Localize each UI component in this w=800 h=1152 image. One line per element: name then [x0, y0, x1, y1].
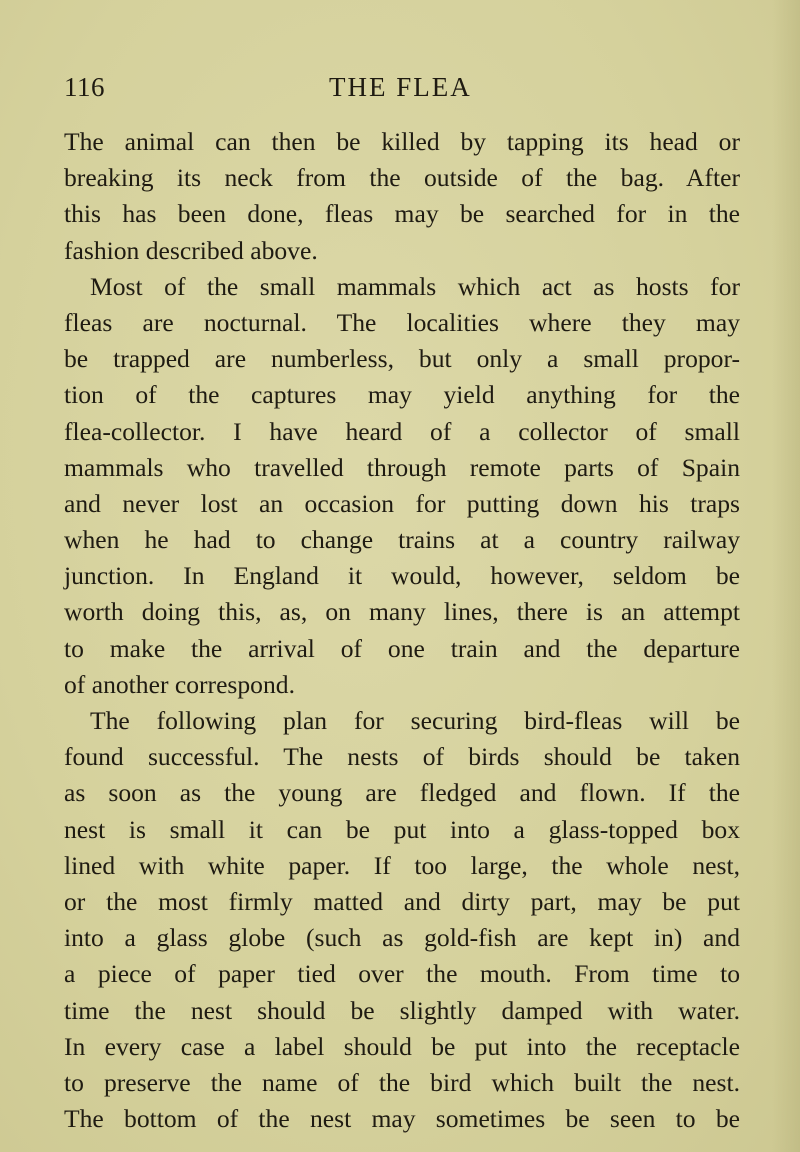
running-title: THE FLEA: [329, 72, 472, 102]
text-line: and never lost an occasion for putting down his traps: [64, 488, 740, 518]
text-line: tion of the captures may yield anything for the: [64, 380, 740, 410]
text-line: The following plan for securing bird-fleas will be: [90, 706, 740, 735]
text-line: worth doing this, as, on many lines, there is an attempt: [64, 597, 740, 627]
text-line: flea-collector. I have heard of a collector of small: [64, 416, 740, 446]
text-line: as soon as the young are fledged and flown. If the: [64, 778, 740, 808]
text-line: Most of the small mammals which act as hosts for: [90, 271, 740, 301]
text-line: The bottom of the nest may sometimes be seen to be: [64, 1104, 740, 1134]
text-line: fleas are nocturnal. The localities where they may: [64, 307, 740, 337]
text-line: junction. In England it would, however, seldom be: [64, 561, 740, 591]
text-line: lined with white paper. If too large, the whole nest,: [64, 850, 740, 880]
text-line: time the nest should be slightly damped with water.: [64, 995, 740, 1025]
page-edge-shadow: [772, 0, 800, 1152]
text-line: to preserve the name of the bird which built the nest.: [64, 1067, 740, 1097]
text-line: nest is small it can be put into a glass-topped box: [64, 814, 740, 844]
text-line: into a glass globe (such as gold-fish are kept in) and: [64, 923, 740, 953]
text-line: a piece of paper tied over the mouth. From time to: [64, 959, 740, 989]
text-line: In every case a label should be put into the receptacle: [64, 1031, 740, 1061]
text-line: The animal can then be killed by tapping its head or: [64, 127, 740, 156]
text-line: when he had to change trains at a country railway: [64, 525, 740, 555]
page-number: 116: [64, 72, 105, 102]
text-line: of another correspond.: [64, 669, 295, 699]
running-head: [64, 72, 734, 112]
body-text: [64, 124, 740, 1137]
text-line: breaking its neck from the outside of the bag. After: [64, 163, 740, 193]
text-line: or the most firmly matted and dirty part, may be put: [64, 886, 740, 916]
text-line: to make the arrival of one train and the departure: [64, 633, 740, 663]
text-line: this has been done, fleas may be searched for in the: [64, 199, 740, 229]
text-line: fashion described above.: [64, 235, 318, 265]
text-line: mammals who travelled through remote parts of Spain: [64, 452, 740, 482]
text-line: be trapped are numberless, but only a small propor-: [64, 344, 740, 374]
text-line: found successful. The nests of birds should be taken: [64, 742, 740, 772]
